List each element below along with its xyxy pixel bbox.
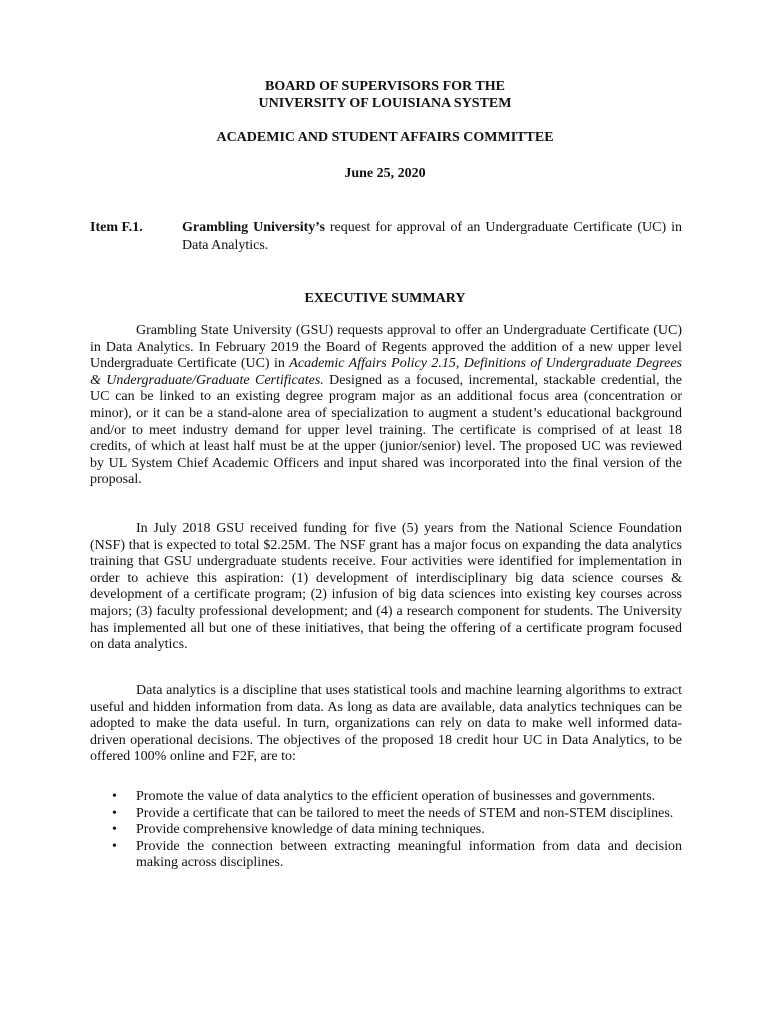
p1-text-end: Designed as a focused, incremental, stackable credential, the UC can be linked to an existing degree program major as an additional focus area (concentration or minor), or it can be a stand-alone area of specialization to augment a student’s educational background and/or to meet industry demand for upper level training. The certificate is comprised of at least 18 credits, of which at least half must be at the upper (junior/senior) level. The proposed UC was reviewed by UL System Chief Academic Officers and input shared was incorporated into the final version of the proposal.	[90, 372, 682, 488]
objectives-list	[90, 789, 682, 872]
objective-text: Promote the value of data analytics to the efficient operation of businesses and governments.	[136, 789, 656, 804]
p1-text-start: Grambling State University (GSU) requests approval to offer an Undergraduate Certificate (UC) in Data Analytics. In February 2019 the Board of Regents approved the addition of a new upper level Undergraduate Certificate (UC) in	[90, 323, 682, 372]
meeting-date: June 25, 2020	[344, 166, 426, 181]
bullet-icon: •	[112, 789, 117, 804]
p1-policy-title: Academic Affairs Policy 2.15, Definitions of Undergraduate Degrees & Undergraduate/Graduate Certificates.	[90, 356, 682, 388]
committee-title: ACADEMIC AND STUDENT AFFAIRS COMMITTEE	[216, 130, 554, 145]
summary-paragraph-3: Data analytics is a discipline that uses statistical tools and machine learning algorithms to extract useful and hidden information from data. As long as data are available, data analytics techniques can be adopted to make the data useful. In turn, organizations can rely on data to make well informed data-driven operational decisions. The objectives of the proposed 18 credit hour UC in Data Analytics, to be offered 100% online and F2F, are to:	[90, 683, 682, 765]
objective-item	[90, 839, 682, 872]
objective-text: Provide the connection between extracting meaningful information from data and decision making across disciplines.	[136, 838, 682, 871]
item-label: Item F.1.	[90, 220, 143, 235]
executive-summary-heading: EXECUTIVE SUMMARY	[304, 291, 466, 306]
summary-paragraph-1	[90, 323, 682, 489]
bullet-icon: •	[112, 805, 117, 821]
objective-text: Provide comprehensive knowledge of data mining techniques.	[136, 822, 485, 838]
bullet-icon: •	[112, 838, 117, 854]
bullet-icon: •	[112, 822, 117, 838]
objective-item	[90, 806, 682, 823]
objective-item	[90, 822, 682, 839]
item-description	[182, 219, 682, 255]
item-bold-lead: Grambling University’s	[182, 220, 325, 235]
summary-paragraph-2: In July 2018 GSU received funding for five (5) years from the National Science Foundation (NSF) that is expected to total $2.25M. The NSF grant has a major focus on expanding the data analytics training that GSU undergraduate students receive. Four activities were identified for implementation in order to achieve this aspiration: (1) development of interdisciplinary big data science courses & development of a certificate program; (2) infusion of big data sciences into existing key courses across majors; (3) faculty professional development; and (4) a research component for students. The University has implemented all but one of these initiatives, that being the offering of a certificate program focused on data analytics.	[90, 521, 682, 653]
objective-text: Provide a certificate that can be tailored to meet the needs of STEM and non-STEM disciplines.	[136, 805, 674, 821]
board-title-line1: BOARD OF SUPERVISORS FOR THE	[265, 79, 505, 94]
board-title-line2: UNIVERSITY OF LOUISIANA SYSTEM	[258, 96, 512, 111]
objective-item	[90, 789, 682, 806]
item-request-text: request for approval of an Undergraduate Certificate (UC) in Data Analytics.	[182, 220, 682, 253]
